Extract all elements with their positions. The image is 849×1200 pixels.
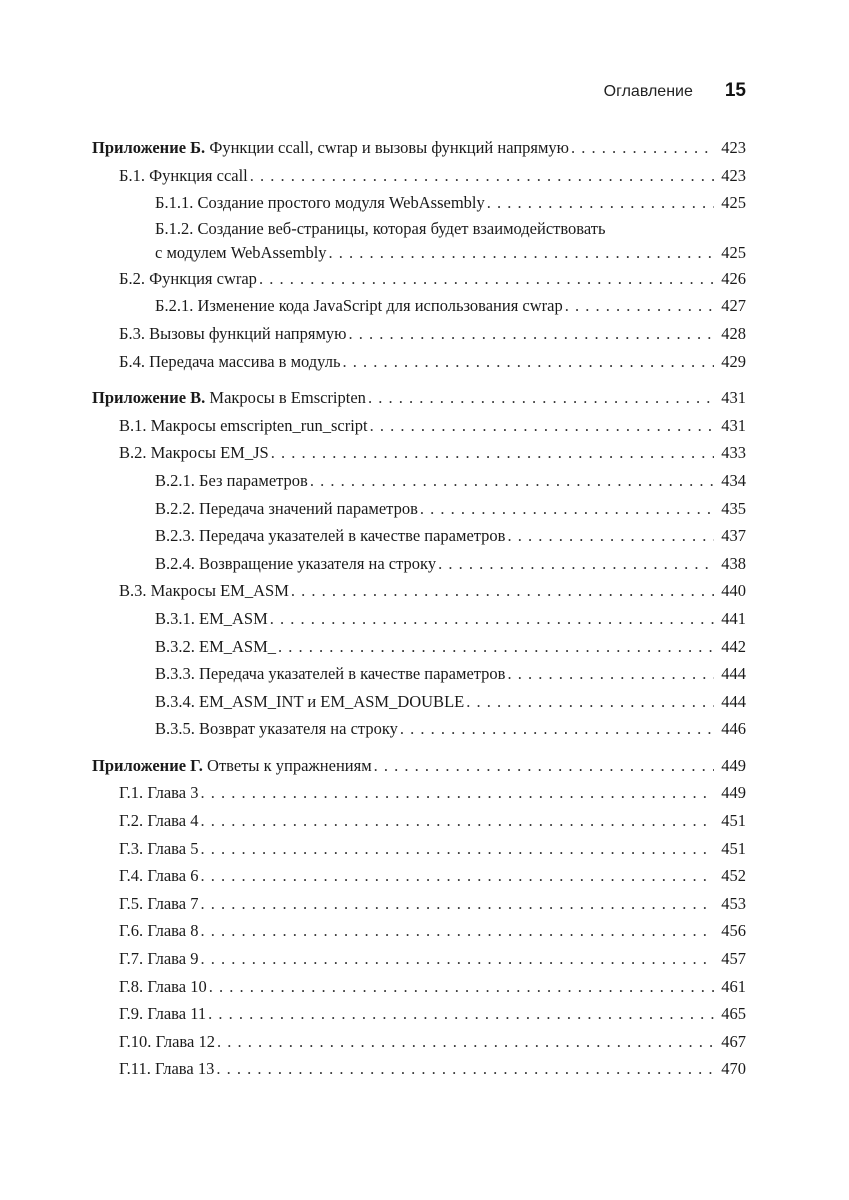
toc-entry-page: 429 [721,351,746,371]
toc-entry-title: Глава 7 [147,893,199,913]
toc-entry-title: EM_ASM [199,608,268,628]
toc-entry[interactable] [92,292,746,320]
toc-entry[interactable] [92,660,746,688]
leader-dots [250,162,714,190]
toc-entry-number: Г.8. [119,976,144,996]
leader-dots [342,348,714,376]
toc-entry-number: Г.9. [119,1004,144,1024]
leader-dots [374,752,714,780]
toc-entry-number: В.2.1. [155,470,195,490]
running-header [604,80,746,102]
toc-entry-page: 434 [721,470,746,490]
leader-dots [200,890,714,918]
toc-entry-title: Функция ccall [149,165,248,185]
toc-entry-prefix: Приложение Б. [92,138,206,157]
toc-entry[interactable] [92,1055,746,1083]
toc-entry-page: 435 [721,498,746,518]
leader-dots [278,633,714,661]
toc-entry-number: Б.2. [119,268,145,288]
toc-entry-number: Б.1.2. [155,218,194,238]
toc-entry-title: Ответы к упражнениям [207,755,372,775]
toc-entry-number: В.2.2. [155,498,195,518]
toc-entry-title-line2: с модулем WebAssembly [155,242,327,262]
toc-entry-number: В.3.2. [155,636,195,656]
toc-entry-page: 426 [721,268,746,288]
toc-entry[interactable] [92,162,746,190]
leader-dots [420,495,714,523]
toc-entry-page: 441 [721,608,746,628]
toc-entry-title: Создание простого модуля WebAssembly [197,193,485,213]
toc-entry-number: В.3.3. [155,664,195,684]
toc-entry[interactable] [92,715,746,743]
toc-entry-number: Г.7. [119,949,144,969]
toc-entry-number: В.2. [119,443,147,463]
leader-dots [329,241,714,265]
toc-entry-title: Макросы EM_ASM [150,581,289,601]
toc-entry-page: 440 [721,581,746,601]
toc-entry-page: 461 [721,976,746,996]
leader-dots [259,265,714,293]
toc-entry-page: 428 [721,323,746,343]
toc-entry-title: Макросы в Emscripten [209,388,366,408]
toc-entry-title: Передача указателей в качестве параметров [199,526,506,546]
leader-dots [466,688,714,716]
toc-entry-page: 438 [721,553,746,573]
toc-section-appendix-v [92,384,746,743]
toc-entry-title: Возврат указателя на строку [199,719,398,739]
leader-dots [291,577,714,605]
leader-dots [438,550,714,578]
toc-entry-page: 433 [721,443,746,463]
toc-entry-page: 446 [721,719,746,739]
toc-entry-title: Передача массива в модуль [149,351,341,371]
table-of-contents [92,134,746,1092]
toc-entry[interactable] [92,577,746,605]
leader-dots [565,292,714,320]
toc-entry-page: 470 [721,1059,746,1079]
toc-entry[interactable] [92,835,746,863]
toc-entry-number: В.3. [119,581,147,601]
toc-entry-prefix: Приложение Г. [92,755,203,775]
toc-entry-title-line1: Создание веб-страницы, которая будет взаимодействовать [197,218,606,238]
toc-entry-number: Б.1. [119,165,145,185]
toc-entry-page: 423 [721,138,746,157]
toc-entry-title: Передача указателей в качестве параметров [199,664,506,684]
leader-dots [200,835,714,863]
toc-entry-page: 465 [721,1004,746,1024]
toc-entry-page: 452 [721,866,746,886]
toc-entry-title: Глава 5 [147,838,199,858]
toc-entry-number: Б.3. [119,323,145,343]
toc-entry-page: 444 [721,691,746,711]
toc-entry-page: 431 [721,415,746,435]
toc-entry-title: Макросы EM_JS [150,443,269,463]
toc-entry-title: Глава 6 [147,866,199,886]
toc-entry[interactable] [92,265,746,293]
toc-entry-title: Функции ccall, cwrap и вызовы функций напрямую [209,138,570,157]
toc-entry-page: 427 [721,296,746,316]
leader-dots [310,467,714,495]
toc-entry[interactable] [92,467,746,495]
toc-entry[interactable] [92,605,746,633]
toc-entry-number: В.2.4. [155,553,195,573]
toc-entry[interactable] [92,890,746,918]
toc-entry[interactable] [92,384,746,412]
toc-entry[interactable] [92,439,746,467]
toc-entry-page: 437 [721,526,746,546]
leader-dots [370,412,714,440]
toc-entry[interactable] [92,134,746,162]
toc-entry-number: Б.1.1. [155,193,194,213]
toc-entry-number: В.3.5. [155,719,195,739]
toc-entry-title: Глава 8 [147,921,199,941]
toc-entry-page: 449 [721,755,746,775]
header-page-number: 15 [724,80,746,101]
toc-entry-number: Г.4. [119,866,144,886]
toc-entry-title: Глава 12 [155,1031,215,1051]
toc-entry[interactable] [92,945,746,973]
toc-entry-title: Вызовы функций напрямую [149,323,347,343]
toc-section-appendix-g [92,752,746,1083]
toc-entry-number: Г.1. [119,783,144,803]
toc-entry[interactable] [92,917,746,945]
toc-entry-number: Г.3. [119,838,144,858]
toc-entry-page: 431 [721,388,746,408]
toc-entry-title: Функция cwrap [149,268,257,288]
toc-entry[interactable] [92,973,746,1001]
leader-dots [200,945,714,973]
toc-entry-number: Б.2.1. [155,296,194,316]
leader-dots [271,439,714,467]
toc-entry-page: 451 [721,811,746,831]
leader-dots [507,522,714,550]
toc-entry[interactable] [92,522,746,550]
toc-entry-page: 442 [721,636,746,656]
leader-dots [208,1000,714,1028]
leader-dots [507,660,714,688]
toc-entry-number: В.1. [119,415,147,435]
toc-section-appendix-b [92,134,746,375]
toc-entry-page: 449 [721,783,746,803]
toc-entry-title: Передача значений параметров [199,498,418,518]
toc-entry-number: Г.10. [119,1031,152,1051]
toc-entry-page: 456 [721,921,746,941]
toc-entry-title: Глава 10 [147,976,207,996]
toc-entry-number: Г.6. [119,921,144,941]
toc-entry-number: Г.11. [119,1059,151,1079]
header-title: Оглавление [603,83,693,100]
toc-entry-title: Глава 4 [147,811,199,831]
toc-entry-page: 467 [721,1031,746,1051]
leader-dots [200,862,714,890]
toc-entry[interactable] [92,779,746,807]
toc-entry-page: 451 [721,838,746,858]
toc-entry-title: EM_ASM_ [199,636,277,656]
toc-entry-page: 457 [721,949,746,969]
toc-entry-page: 425 [721,193,746,213]
toc-entry[interactable] [92,217,746,265]
toc-entry-number: Г.2. [119,811,144,831]
leader-dots [200,807,714,835]
leader-dots [217,1028,714,1056]
toc-entry[interactable] [92,412,746,440]
toc-entry[interactable] [92,348,746,376]
leader-dots [368,384,714,412]
toc-entry[interactable] [92,189,746,217]
leader-dots [571,134,714,162]
toc-entry-title: Изменение кода JavaScript для использования cwrap [197,296,563,316]
toc-entry-title: Без параметров [199,470,308,490]
toc-entry[interactable] [92,495,746,523]
toc-entry-number: Б.4. [119,351,145,371]
leader-dots [216,1055,714,1083]
toc-entry-title: Возвращение указателя на строку [199,553,437,573]
leader-dots [200,779,714,807]
toc-entry-title: Макросы emscripten_run_script [150,415,368,435]
toc-entry-number: В.3.4. [155,691,195,711]
toc-entry-number: В.3.1. [155,608,195,628]
toc-entry[interactable] [92,1028,746,1056]
toc-entry-title: Глава 11 [147,1004,207,1024]
toc-entry-page: 425 [721,242,746,262]
toc-entry-title: Глава 3 [147,783,199,803]
toc-entry-page: 423 [721,165,746,185]
toc-entry-title: Глава 9 [147,949,199,969]
leader-dots [400,715,714,743]
leader-dots [209,973,714,1001]
toc-entry[interactable] [92,752,746,780]
toc-entry-number: Г.5. [119,893,144,913]
leader-dots [270,605,714,633]
toc-entry-title: Глава 13 [154,1059,215,1079]
toc-entry-prefix: Приложение В. [92,388,206,408]
toc-entry[interactable] [92,633,746,661]
toc-entry[interactable] [92,320,746,348]
toc-entry[interactable] [92,862,746,890]
toc-entry[interactable] [92,1000,746,1028]
toc-entry[interactable] [92,807,746,835]
toc-entry[interactable] [92,550,746,578]
leader-dots [200,917,714,945]
toc-entry-page: 453 [721,893,746,913]
toc-entry-page: 444 [721,664,746,684]
leader-dots [487,189,714,217]
leader-dots [349,320,715,348]
toc-entry-number: В.2.3. [155,526,195,546]
toc-entry[interactable] [92,688,746,716]
toc-entry-title: EM_ASM_INT и EM_ASM_DOUBLE [199,691,465,711]
